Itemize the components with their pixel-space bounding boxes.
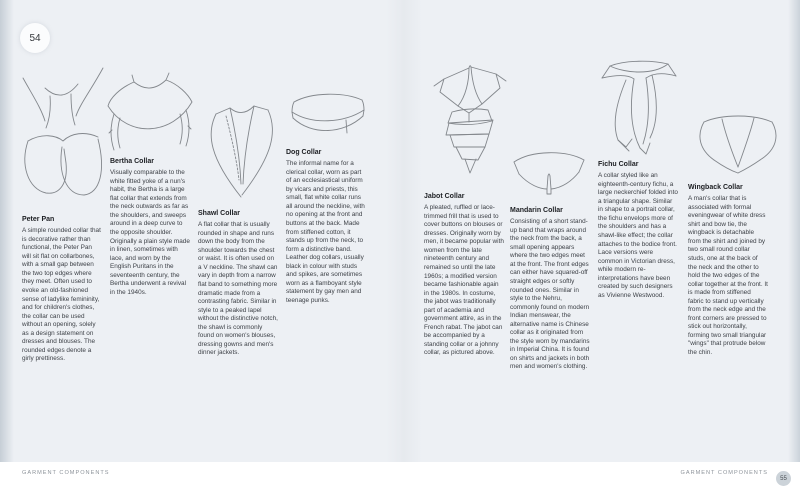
entry-description: A flat collar that is usually rounded in shape and runs down the body from the shoulder towards the chest or waist. It is often used on a V neckline. The shawl can vary in depth from a narrow flat band to something more dramatic made from a contrasting fabric. Similar in style to a peaked lapel without the distinctive notch, the shawl is commonly found on women's blouses, dressing gowns and men's dinner jackets. [198, 221, 278, 357]
right-page-number-badge [776, 471, 791, 486]
dog-collar-illustration [286, 90, 370, 144]
entry-jabot-collar [424, 193, 504, 358]
entry-description: Consisting of a short stand-up band that wraps around the neck from the back, a small opening appears where the two edges meet at the front. The front edges can either have squared-off straight edges or softly rounded ones. Similar in style to the Nehru, commonly found on modern Indian menswear, the alternative name is Chinese collar as it originated from the style worn by mandarins in Imperial China. It is found on shirts and jackets in both men and women's clothing. [510, 218, 590, 371]
entry-heading: Mandarin Collar [510, 207, 563, 214]
fichu-collar-illustration [596, 44, 682, 158]
entry-heading: Wingback Collar [688, 184, 743, 191]
footer-running-head-right: GARMENT COMPONENTS [680, 470, 768, 476]
entry-description: The informal name for a clerical collar, worn as part of an ecclesiastical uniform by vicars and priests, this small, flat white collar runs all around the neckline, with no opening at the front and buttons at the back. Made from stiffened cotton, it stands up from the neck, to form a distinctive band. Leather dog collars, usually black in colour with studs and spikes, are sometimes worn as a flamboyant style statement by gay men and teenage punks. [286, 160, 365, 304]
entry-bertha-collar [110, 158, 190, 297]
entry-dog-collar [286, 149, 366, 305]
entry-description: A collar styled like an eighteenth-century fichu, a large neckerchief folded into a triangular shape. Similar in shape to a portrait collar, the fichu envelops more of the shoulders and has a shawl-like effect; the collar attaches to the bodice front. Lace versions were common in Victorian dress, while modern re-interpretations have been created by such designers as Vivienne Westwood. [598, 172, 678, 299]
shawl-collar-illustration [202, 104, 282, 204]
entry-description: A simple rounded collar that is decorative rather than functional, the Peter Pan will sit flat on collarbones, with a small gap between the two top edges where they meet. Often used to evoke an old-fashioned sense of ladylike femininity, and for children's clothes, the collar can be used without an opening, solely as a design statement on dresses and blouses. The rounded edges denote a girly prettiness. [22, 227, 101, 363]
entry-heading: Fichu Collar [598, 161, 639, 168]
right-page-edge [788, 0, 800, 462]
bertha-collar-illustration [100, 68, 200, 156]
entry-heading: Jabot Collar [424, 193, 465, 200]
entry-fichu-collar [598, 161, 678, 300]
entry-heading: Dog Collar [286, 149, 322, 156]
peter-pan-collar-illustration [18, 58, 108, 214]
left-page-edge [0, 0, 14, 462]
entry-heading: Peter Pan [22, 216, 55, 223]
entry-description: Visually comparable to the white fitted yoke of a nun's habit, the Bertha is a large flat collar that extends from the neck outwards as far as the shoulders, and sweeps around in a deep curve to the opposite shoulder. Originally a plain style made in linen, sometimes with lace, and worn by the English Puritans in the seventeenth century, the Bertha underwent a revival in the 1940s. [110, 169, 190, 296]
entry-peter-pan [22, 216, 102, 364]
left-page-number: 54 [29, 32, 41, 44]
entry-mandarin-collar [510, 207, 590, 372]
entry-description: A man's collar that is associated with formal eveningwear of white dress shirt and bow tie, the wingback is detachable from the shirt and joined by two small round collar studs, one at the back of the neck and the other to hold the two edges of the collar together at the front. It is made from stiffened fabric to stand up vertically from the neck edge and the front corners are pressed to stick out horizontally, forming two small triangular "wings" that protrude below the chin. [688, 195, 768, 356]
entry-shawl-collar [198, 210, 278, 358]
left-page-number-badge [20, 23, 50, 53]
entry-description: A pleated, ruffled or lace-trimmed frill that is used to cover buttons on blouses or dresses. Originally worn by men, it became popular with women from the late nineteenth century and remained so until the late 1960s; a modified version became fashionable again in the 1980s. In costume, the jabot was traditionally part of academia and government attire, as in the French rabat. The jabot can be accompanied by a standing collar or a johnny collar, as pictured above. [424, 204, 504, 357]
jabot-collar-illustration [428, 54, 512, 186]
right-page-number: 55 [780, 475, 787, 482]
entry-wingback-collar [688, 184, 768, 357]
wingback-collar-illustration [692, 110, 784, 176]
entry-heading: Shawl Collar [198, 210, 241, 217]
entry-heading: Bertha Collar [110, 158, 154, 165]
book-spine-shadow [386, 0, 422, 462]
footer-running-head-left: GARMENT COMPONENTS [22, 470, 110, 476]
mandarin-collar-illustration [506, 144, 592, 202]
